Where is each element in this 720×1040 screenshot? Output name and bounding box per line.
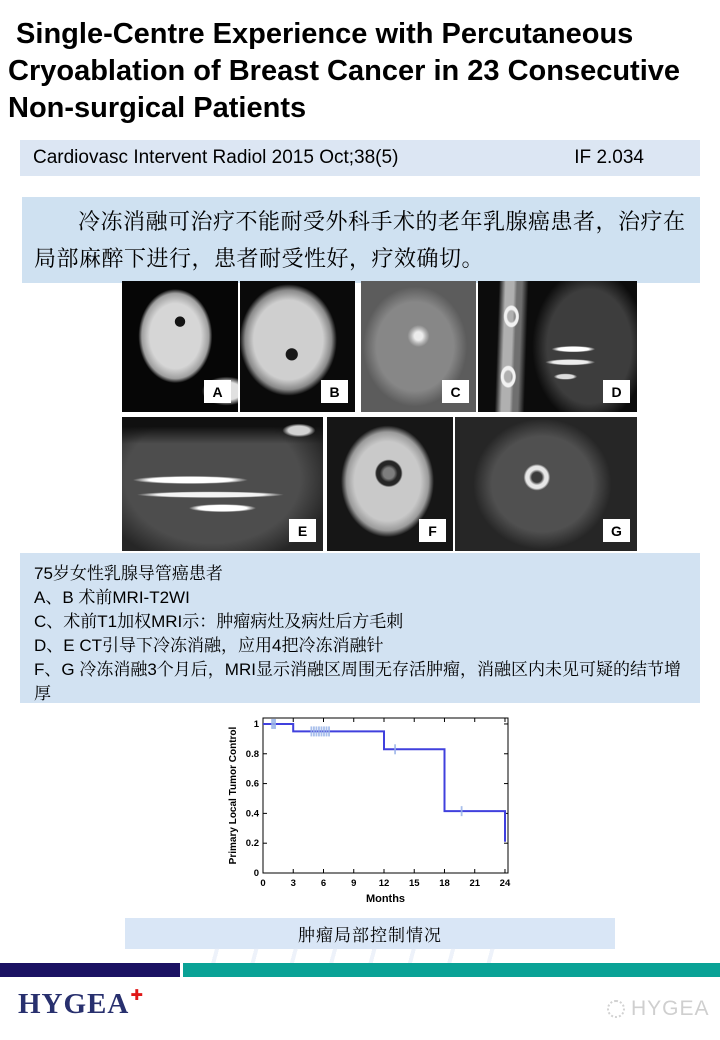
citation-bar: [20, 140, 700, 176]
title-line-2: Cryoablation of Breast Cancer in 23 Consecutive: [8, 55, 681, 87]
hygea-logo-text: HYGEA: [18, 988, 130, 1020]
mri-image-c: [361, 281, 476, 412]
svg-text:0.4: 0.4: [245, 808, 259, 820]
svg-text:9: 9: [351, 878, 357, 889]
journal-reference: Cardiovasc Intervent Radiol 2015 Oct;38(5): [33, 147, 399, 168]
figure-label: G: [603, 519, 630, 542]
figure-label: A: [204, 380, 231, 403]
description-line: F、G 冷冻消融3个月后，MRI显示消融区周围无存活肿瘤，消融区内未见可疑的结节增厚: [34, 660, 681, 703]
red-cross-icon: ✚: [130, 986, 144, 1004]
watermark-text: HYGEA: [631, 997, 710, 1020]
svg-text:6: 6: [320, 878, 327, 889]
mri-image-b: [240, 281, 355, 412]
watermark-logo-icon: [607, 1000, 625, 1018]
figure-label: D: [603, 380, 630, 403]
page-title: [8, 16, 698, 127]
footer-teal-band: [183, 963, 720, 977]
description-line: D、E CT引导下冷冻消融，应用4把冷冻消融针: [34, 636, 384, 655]
kaplan-meier-svg: [226, 710, 518, 910]
summary-box: 冷冻消融可治疗不能耐受外科手术的老年乳腺癌患者，治疗在局部麻醉下进行，患者耐受性好，疗效确切。: [22, 197, 700, 283]
svg-text:0.6: 0.6: [245, 778, 259, 790]
figure-row-top: [122, 281, 637, 412]
description-line: 75岁女性乳腺导管癌患者: [34, 564, 223, 583]
figure-label: F: [419, 519, 446, 542]
title-line-3: Non-surgical Patients: [8, 92, 307, 124]
kaplan-meier-chart: [226, 710, 518, 910]
ct-image-e: [122, 417, 323, 551]
svg-text:0.8: 0.8: [245, 748, 259, 760]
footer-decoration: [180, 948, 525, 963]
figure-label: C: [442, 380, 469, 403]
svg-text:0: 0: [253, 868, 259, 879]
svg-text:3: 3: [290, 878, 296, 889]
ct-image-d: [478, 281, 637, 412]
chart-caption-bar: 肿瘤局部控制情况: [125, 918, 615, 949]
mri-image-g: [455, 417, 637, 551]
svg-text:18: 18: [439, 878, 450, 889]
svg-text:1: 1: [253, 718, 259, 730]
figure-label: E: [289, 519, 316, 542]
svg-text:Months: Months: [365, 893, 406, 905]
mri-image-f: [327, 417, 453, 551]
watermark: [607, 997, 710, 1021]
svg-text:21: 21: [469, 878, 481, 889]
footer-navy-band: [0, 963, 180, 977]
mri-image-a: [122, 281, 238, 412]
svg-text:24: 24: [499, 878, 511, 889]
svg-text:12: 12: [378, 878, 390, 889]
impact-factor: IF 2.034: [574, 147, 644, 168]
figure-label: B: [321, 380, 348, 403]
description-line: A、B 术前MRI-T2WI: [34, 588, 190, 607]
svg-text:Primary Local Tumor Control: Primary Local Tumor Control: [228, 726, 239, 865]
description-line: C、术前T1加权MRI示：肿瘤病灶及病灶后方毛刺: [34, 612, 404, 631]
figure-row-bottom: [122, 417, 637, 551]
hygea-logo: [18, 986, 144, 1021]
title-line-1: Single-Centre Experience with Percutaneous: [8, 18, 634, 50]
svg-text:0.2: 0.2: [245, 838, 259, 850]
svg-text:15: 15: [408, 878, 420, 889]
figure-description-box: [20, 553, 700, 703]
svg-text:0: 0: [260, 878, 266, 889]
